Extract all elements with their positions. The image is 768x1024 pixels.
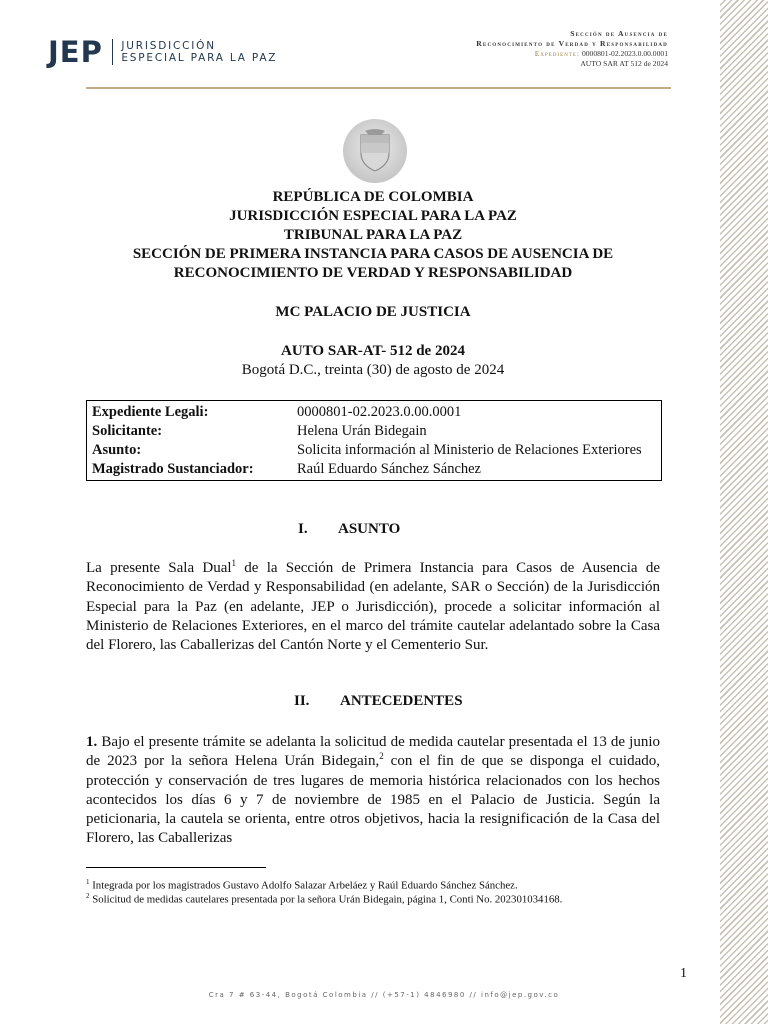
header-auto-ref: AUTO SAR AT 512 de 2024 [580,59,668,68]
footnote-ref-1: 1 [231,558,237,568]
header-reference [476,29,668,69]
info-row-expediente: Expediente Legali: 0000801-02.2023.0.00.0001 [92,404,462,420]
section-heading-asunto: I. ASUNTO [298,521,401,537]
title-line-5: RECONOCIMIENTO DE VERDAD Y RESPONSABILIDAD [173,265,573,281]
coat-of-arms-icon [355,129,395,173]
footnote-divider [86,867,266,868]
logo-text-line1: JURISDICCIÓN [121,40,216,52]
case-info-table [86,400,662,481]
info-row-solicitante: Solicitante: Helena Urán Bidegain [92,423,427,439]
footnote-2: $^2$ Solicitud de medidas cautelares presentada por la señora Urán Bidegain, página 1, Conti No. 202301034168. [86,892,563,906]
logo-mark: JEP [48,35,103,69]
header-section-line2: Reconocimiento de Verdad y Responsabilidad [476,39,668,48]
document-titles [86,188,660,283]
coat-of-arms-seal [343,119,407,183]
title-line-3: TRIBUNAL PARA LA PAZ [283,227,463,243]
header-expediente: Expediente: 0000801-02.2023.0.00.0001 [534,49,668,58]
paragraph-antecedentes-1: 1. Bajo el presente trámite se adelanta la solicitud de medida cautelar presentada el 13 de junio de 2023 por la señora Helena Urán Bidegain,$^2$ con el fin de que se disponga el cuidado, protección y conservación de tres lugares de memoria histórica relacionados con los hechos acontecidos los días 6 y 7 de noviembre de 1985 en el Palacio de Justicia. Según la peticionaria, la cautela se orienta, entre otros objetivos, hacia la resignificación de la Casa del Florero, las Caballerizas [86,734,660,847]
footnote-1: $^1$ Integrada por los magistrados Gustavo Adolfo Salazar Arbeláez y Raúl Eduardo Sánchez Sánchez. [86,878,518,892]
logo-text [121,40,277,64]
page-number: 1 [680,966,687,981]
title-line-4: SECCIÓN DE PRIMERA INSTANCIA PARA CASOS DE AUSENCIA DE [132,246,614,262]
logo-divider [112,39,114,65]
decorative-hatch-border [720,0,768,1024]
section-heading-antecedentes: II. ANTECEDENTES [294,693,463,709]
auto-title: AUTO SAR-AT- 512 de 2024 [281,343,465,359]
header-divider [86,87,671,89]
title-line-1: REPÚBLICA DE COLOMBIA [272,189,474,205]
info-row-magistrado: Magistrado Sustanciador: Raúl Eduardo Sánchez Sánchez [92,461,481,477]
footnote-ref-2: 2 [379,751,384,762]
header-section-line1: Sección de Ausencia de [570,29,668,38]
paragraph-asunto: La presente Sala Dual$^1$ de la Sección de Primera Instancia para Casos de Ausencia de Reconocimiento de Verdad y Responsabilidad (en adelante, SAR o Sección) de la Jurisdicción Especial para la Paz (en adelante, JEP o Jurisdicción), procede a solicitar información al Ministerio de Relaciones Exteriores, en el marco del trámite cautelar adelantado sobre la Casa del Florero, las Caballerizas del Cantón Norte y el Cementerio Sur. [86,558,660,654]
paragraph-number: 1. [86,734,98,750]
title-line-2: JURISDICCIÓN ESPECIAL PARA LA PAZ [229,208,517,224]
info-row-asunto: Asunto: Solicita información al Ministerio de Relaciones Exteriores [92,442,642,458]
logo-text-line2: ESPECIAL PARA LA PAZ [121,52,278,64]
case-name: MC PALACIO DE JUSTICIA [275,304,471,320]
footer-contact: Cra 7 # 63-44, Bogotá Colombia // (+57-1) 4846980 // info@jep.gov.co [208,991,560,999]
jep-logo [48,37,277,67]
auto-date: Bogotá D.C., treinta (30) de agosto de 2024 [241,362,505,378]
